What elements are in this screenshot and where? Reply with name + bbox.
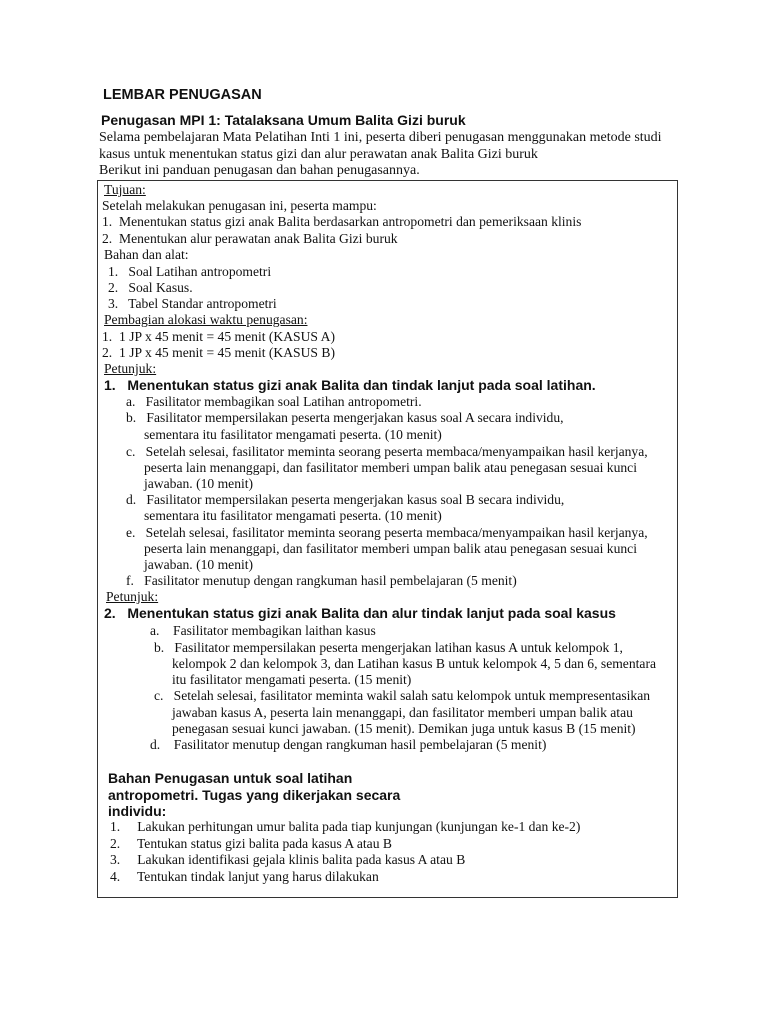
- step-heading: [104, 377, 596, 393]
- item-number: 4.: [110, 869, 121, 884]
- bahan-label: Bahan dan alat:: [104, 247, 189, 262]
- item-letter: c.: [126, 444, 136, 459]
- item-number: 1.: [102, 214, 113, 229]
- intro-line: Berikut ini panduan penugasan dan bahan penugasannya.: [99, 163, 420, 178]
- item-text: Soal Kasus.: [128, 280, 193, 295]
- bahan-item: [108, 280, 193, 296]
- item-text: Tentukan tindak lanjut yang harus dilakukan: [136, 869, 379, 884]
- item-letter: c.: [154, 688, 164, 703]
- step1-item-c: [126, 444, 648, 460]
- item-number: 2.: [108, 280, 119, 295]
- tugas-item: [110, 819, 580, 835]
- bahan-penugasan-heading: Bahan Penugasan untuk soal latihan: [108, 770, 353, 786]
- item-line: Setelah selesai, fasilitator meminta wakil salah satu kelompok untuk mempresentasikan: [173, 688, 651, 703]
- item-text: Tabel Standar antropometri: [128, 296, 277, 311]
- item-line: jawaban. (10 menit): [144, 557, 254, 572]
- step1-item-f: [126, 573, 517, 589]
- step1-item-b: [126, 410, 564, 426]
- item-text: Tentukan status gizi balita pada kasus A atau B: [136, 836, 392, 851]
- item-letter: e.: [126, 525, 136, 540]
- tujuan-label: Tujuan:: [104, 182, 146, 197]
- petunjuk-label: Petunjuk:: [104, 361, 157, 376]
- item-text: Menentukan alur perawatan anak Balita Gizi buruk: [119, 231, 398, 246]
- item-number: 1.: [108, 264, 119, 279]
- tugas-item: [110, 852, 465, 868]
- step1-item-a: [126, 394, 422, 410]
- step2-item-d: [150, 737, 546, 753]
- assignment-title: Penugasan MPI 1: Tatalaksana Umum Balita Gizi buruk: [101, 112, 466, 128]
- item-letter: d.: [150, 737, 161, 752]
- waktu-item: [102, 345, 335, 361]
- item-line: Fasilitator menutup dengan rangkuman hasil pembelajaran (5 menit): [144, 573, 517, 588]
- step-text: Menentukan status gizi anak Balita dan tindak lanjut pada soal latihan.: [127, 377, 596, 393]
- item-text: Menentukan status gizi anak Balita berdasarkan antropometri dan pemeriksaan klinis: [119, 214, 582, 229]
- item-line: Fasilitator mempersilakan peserta mengerjakan latihan kasus A untuk kelompok 1,: [174, 640, 623, 655]
- item-letter: d.: [126, 492, 137, 507]
- item-line: Fasilitator mempersilakan peserta mengerjakan kasus soal A secara individu,: [146, 410, 564, 425]
- item-line: sementara itu fasilitator mengamati peserta. (10 menit): [144, 427, 442, 442]
- item-line: kelompok 2 dan kelompok 3, dan Latihan kasus B untuk kelompok 4, 5 dan 6, sementara: [172, 656, 656, 671]
- step2-item-a: [150, 623, 376, 639]
- item-line: itu fasilitator mengamati peserta. (15 menit): [172, 672, 412, 687]
- intro-line: Selama pembelajaran Mata Pelatihan Inti 1 ini, peserta diberi penugasan menggunakan metode studi: [99, 130, 662, 145]
- item-line: Fasilitator mempersilakan peserta mengerjakan kasus soal B secara individu,: [146, 492, 565, 507]
- item-line: penegasan sesuai kunci jawaban. (15 menit). Demikan juga untuk kasus B (15 menit): [172, 721, 636, 736]
- waktu-item: [102, 329, 335, 345]
- item-number: 2.: [102, 345, 113, 360]
- tujuan-item: [102, 231, 398, 247]
- item-letter: a.: [126, 394, 136, 409]
- item-number: 2.: [110, 836, 121, 851]
- step2-item-c: [154, 688, 650, 704]
- item-letter: f.: [126, 573, 134, 588]
- item-text: Lakukan perhitungan umur balita pada tiap kunjungan (kunjungan ke-1 dan ke-2): [137, 819, 581, 834]
- item-letter: a.: [150, 623, 160, 638]
- item-letter: b.: [154, 640, 165, 655]
- bahan-penugasan-heading: individu:: [108, 803, 167, 819]
- item-text: Soal Latihan antropometri: [128, 264, 272, 279]
- item-line: Fasilitator menutup dengan rangkuman hasil pembelajaran (5 menit): [173, 737, 547, 752]
- item-line: sementara itu fasilitator mengamati peserta. (10 menit): [144, 508, 442, 523]
- intro-line: kasus untuk menentukan status gizi dan alur perawatan anak Balita Gizi buruk: [99, 146, 538, 162]
- item-line: Fasilitator membagikan soal Latihan antropometri.: [145, 394, 422, 409]
- item-number: 3.: [108, 296, 119, 311]
- step-heading: [104, 605, 616, 621]
- petunjuk-label: Petunjuk:: [106, 589, 159, 604]
- item-line: peserta lain menanggapi, dan fasilitator memberi umpan balik atau penegasan sesuai kunci: [144, 541, 637, 556]
- step1-item-d: [126, 492, 564, 508]
- item-text: Lakukan identifikasi gejala klinis balita pada kasus A atau B: [137, 852, 466, 867]
- item-number: 1.: [110, 819, 121, 834]
- step-number: 1.: [104, 377, 116, 393]
- item-line: Setelah selesai, fasilitator meminta seorang peserta membaca/menyampaikan hasil kerjanya,: [145, 444, 648, 459]
- item-text: 1 JP x 45 menit = 45 menit (KASUS B): [119, 345, 335, 360]
- step-number: 2.: [104, 605, 116, 621]
- waktu-label: Pembagian alokasi waktu penugasan:: [104, 312, 308, 327]
- item-line: jawaban. (10 menit): [144, 476, 254, 491]
- step1-item-e: [126, 525, 648, 541]
- assignment-box: [97, 180, 678, 898]
- item-text: 1 JP x 45 menit = 45 menit (KASUS A): [119, 329, 335, 344]
- step-text: Menentukan status gizi anak Balita dan alur tindak lanjut pada soal kasus: [127, 605, 616, 621]
- step2-item-b: [154, 640, 623, 656]
- tujuan-item: [102, 214, 581, 230]
- intro-paragraph: [99, 130, 662, 180]
- page-title: LEMBAR PENUGASAN: [103, 87, 262, 103]
- item-line: jawaban kasus A, peserta lain menanggapi, dan fasilitator memberi umpan balik atau: [172, 705, 633, 720]
- bahan-penugasan-heading: antropometri. Tugas yang dikerjakan secara: [108, 787, 401, 803]
- item-number: 1.: [102, 329, 113, 344]
- bahan-item: [108, 296, 277, 312]
- item-letter: b.: [126, 410, 137, 425]
- item-number: 2.: [102, 231, 113, 246]
- tujuan-text: Setelah melakukan penugasan ini, peserta mampu:: [102, 198, 377, 213]
- tugas-item: [110, 869, 379, 885]
- tugas-item: [110, 836, 392, 852]
- bahan-item: [108, 264, 271, 280]
- item-line: Setelah selesai, fasilitator meminta seorang peserta membaca/menyampaikan hasil kerjanya,: [145, 525, 648, 540]
- item-number: 3.: [110, 852, 121, 867]
- item-line: Fasilitator membagikan laithan kasus: [173, 623, 376, 638]
- item-line: peserta lain menanggapi, dan fasilitator memberi umpan balik atau penegasan sesuai kunci: [144, 460, 637, 475]
